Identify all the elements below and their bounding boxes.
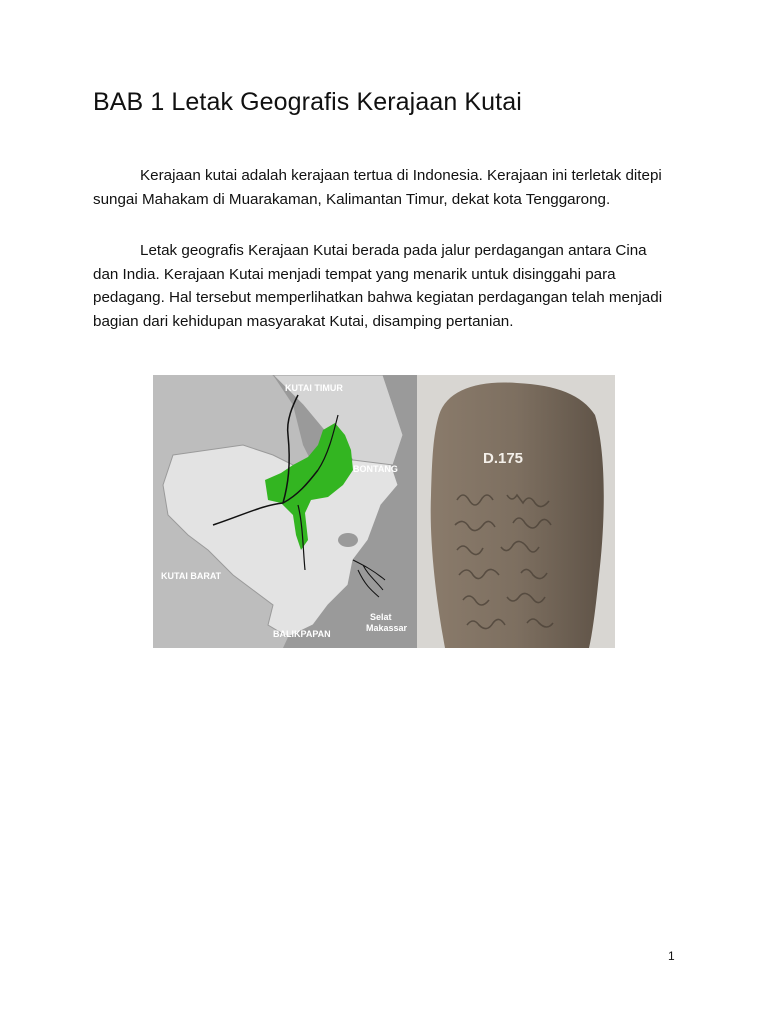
stone-body xyxy=(431,382,604,648)
label-kutai-barat: KUTAI BARAT xyxy=(161,571,222,581)
map-lake xyxy=(338,533,358,547)
paragraph-2 xyxy=(93,239,673,333)
label-selat: Selat xyxy=(370,612,392,622)
page-title: BAB 1 Letak Geografis Kerajaan Kutai xyxy=(93,88,522,116)
yupa-inscription-photo xyxy=(417,375,615,648)
label-bontang: BONTANG xyxy=(353,464,398,474)
map-graphic xyxy=(153,375,417,648)
stone-graphic xyxy=(417,375,615,648)
page-number: 1 xyxy=(668,949,675,963)
paragraph-1-text: Kerajaan kutai adalah kerajaan tertua di Indonesia. Kerajaan ini terletak ditepi sungai Mahakam di Muarakaman, Kalimantan Timur, dekat kota Tenggarong. xyxy=(93,167,662,208)
paragraph-2-text: Letak geografis Kerajaan Kutai berada pada jalur perdagangan antara Cina dan India. Kerajaan Kutai menjadi tempat yang menarik untuk disinggahi para pedagang. Hal tersebut memperlihatkan bahwa kegiatan perdagangan telah menjadi bagian dari kehidupan masyarakat Kutai, disamping pertanian. xyxy=(93,242,663,330)
figure-map-and-inscription xyxy=(153,375,615,648)
label-kutai-timur: KUTAI TIMUR xyxy=(285,383,343,393)
kutai-region-map xyxy=(153,375,417,648)
label-balikpapan: BALIKPAPAN xyxy=(273,629,331,639)
stone-catalog-label: D.175 xyxy=(483,450,524,467)
label-makassar: Makassar xyxy=(366,623,408,633)
paragraph-1 xyxy=(93,164,673,211)
